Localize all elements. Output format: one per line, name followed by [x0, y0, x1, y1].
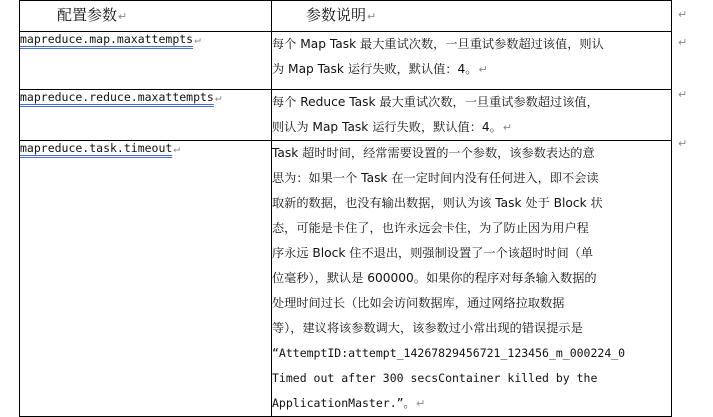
desc-line: 态，可能是卡住了，也许永远会卡住，为了防止因为用户程	[272, 221, 589, 235]
table-row	[20, 32, 672, 90]
header-param-desc: 参数说明↵	[272, 1, 672, 32]
desc-line: “AttemptID:attempt_14267829456721_123456_m_000224_0	[272, 346, 626, 360]
param-name: mapreduce.reduce.maxattempts	[20, 90, 214, 104]
param-name-cell: mapreduce.reduce.maxattempts↵	[20, 90, 272, 141]
row-end-mark: ↵	[678, 36, 688, 49]
desc-line: 位毫秒），默认是 600000。如果你的程序对每条输入数据的	[272, 271, 597, 285]
header-config-param: 配置参数↵	[20, 1, 272, 32]
table-header-row	[20, 1, 672, 32]
table-row	[20, 90, 672, 141]
param-desc-cell	[272, 141, 672, 417]
desc-line: Task 超时时间，经常需要设置的一个参数，该参数表达的意	[272, 146, 595, 160]
desc-line: 则认为 Map Task 运行失败，默认值：4。↵	[272, 120, 513, 134]
param-name: mapreduce.map.maxattempts	[20, 32, 194, 46]
desc-line: 序永远 Block 住不退出，则强制设置了一个该超时时间（单	[272, 246, 594, 260]
desc-line: 为 Map Task 运行失败，默认值：4。↵	[272, 62, 488, 76]
param-name: mapreduce.task.timeout	[20, 141, 173, 155]
desc-line: 等），建议将该参数调大，该参数过小常出现的错误提示是	[272, 321, 583, 335]
row-end-mark: ↵	[678, 137, 688, 150]
param-name-cell: mapreduce.task.timeout↵	[20, 141, 272, 417]
param-name-cell: mapreduce.map.maxattempts↵	[20, 32, 272, 90]
desc-line: 思为：如果一个 Task 在一定时间内没有任何进入，即不会读	[272, 171, 599, 185]
desc-line: Timed out after 300 secsContainer killed by the	[272, 371, 598, 385]
desc-line: 每个 Reduce Task 最大重试次数，一旦重试参数超过该值，	[272, 95, 599, 109]
desc-line: ApplicationMaster.”。↵	[272, 396, 426, 410]
desc-line: 处理时间过长（比如会访问数据库，通过网络拉取数据	[272, 296, 565, 310]
row-end-mark: ↵	[678, 8, 688, 21]
param-desc-cell	[272, 32, 672, 90]
desc-line: 取新的数据，也没有输出数据，则认为该 Task 处于 Block 状	[272, 196, 603, 210]
param-desc-cell	[272, 90, 672, 141]
table-row	[20, 141, 672, 417]
row-end-mark: ↵	[678, 88, 688, 101]
parameter-table	[19, 0, 672, 417]
desc-line: 每个 Map Task 最大重试次数，一旦重试参数超过该值，则认	[272, 37, 604, 51]
